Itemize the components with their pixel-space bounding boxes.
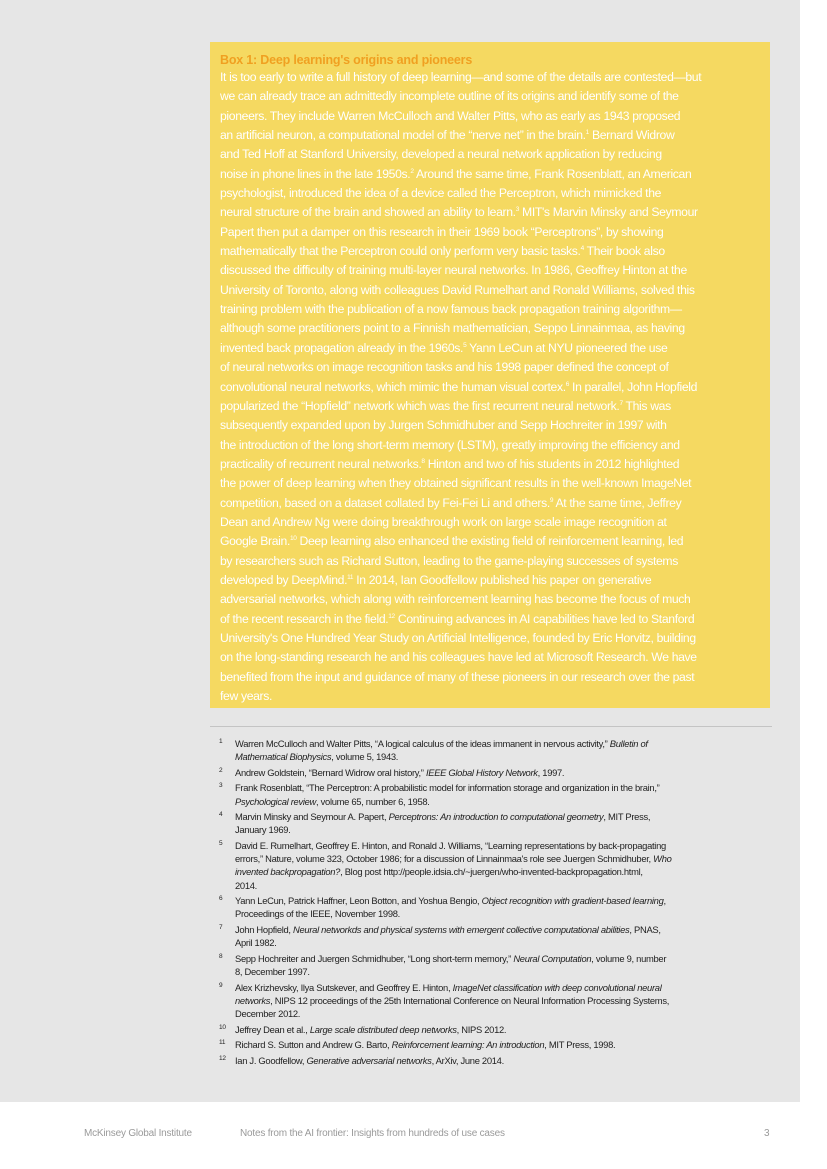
- citation-text: , NIPS 12 proceedings of the 25th International Conference on Neural Information Processing Systems,: [270, 994, 670, 1006]
- footnote-number: 2: [219, 766, 223, 774]
- footnote-number: 3: [219, 782, 223, 790]
- footnote-reference: 3: [515, 206, 519, 214]
- footnote-item: [219, 810, 775, 837]
- box-text-run: Continuing advances in AI capabilities have led to Stanford: [394, 611, 695, 626]
- footer-page-number: 3: [764, 1128, 770, 1139]
- footnote-number: 4: [219, 811, 223, 819]
- box-text-run: developed by DeepMind.: [220, 572, 348, 587]
- footnote-line: [235, 965, 775, 978]
- citation-text: Andrew Goldstein, “Bernard Widrow oral history,”: [235, 766, 426, 778]
- footnote-line: [235, 994, 775, 1007]
- box-text-run: mathematically that the Perceptron could only perform very basic tasks.: [220, 244, 581, 259]
- citation-text: Proceedings of the IEEE, November 1998.: [235, 908, 400, 920]
- box-body-line: [220, 281, 776, 300]
- box-body-line: [220, 668, 776, 687]
- box-text-run: we can already trace an admittedly incomplete outline of its origins and identify some of the: [220, 89, 679, 104]
- box-text-run: Deep learning also enhanced the existing field of reinforcement learning, led: [296, 534, 684, 549]
- box-body-line: [220, 261, 776, 280]
- box-body-line: [220, 242, 776, 261]
- box-body-line: [220, 610, 776, 629]
- citation-text: , volume 9, number: [591, 952, 667, 964]
- citation-title: Object recognition with gradient-based learning: [481, 895, 664, 907]
- box-text-run: discussed the difficulty of training multi-layer neural networks. In 1986, Geoffrey Hinton at the: [220, 263, 687, 278]
- footnote-reference: 4: [580, 245, 584, 253]
- citation-text: , ArXiv, June 2014.: [431, 1054, 504, 1066]
- box-text-run: Yann LeCun at NYU pioneered the use: [466, 340, 668, 355]
- footnote-item: [219, 1038, 775, 1051]
- citation-title: Psychological review: [235, 795, 317, 807]
- footnote-line: [235, 810, 775, 823]
- box-body-line: [220, 223, 776, 242]
- citation-title: IEEE Global History Network: [425, 766, 538, 778]
- citation-text: Jeffrey Dean et al.,: [235, 1023, 310, 1035]
- footnote-line: [235, 839, 775, 852]
- box-text-run: the introduction of the long short-term memory (LSTM), greatly improving the efficiency and: [220, 437, 680, 452]
- footnote-line: [235, 981, 775, 994]
- box-body-line: [220, 203, 776, 222]
- box-text-run: adversarial networks, which along with reinforcement learning has become the focus of much: [220, 592, 691, 607]
- footnote-line: [235, 894, 775, 907]
- footer-document-title: Notes from the AI frontier: Insights from hundreds of use cases: [240, 1128, 505, 1139]
- citation-text: Marvin Minsky and Seymour A. Papert,: [235, 811, 389, 823]
- citation-text: , volume 65, number 6, 1958.: [316, 795, 430, 807]
- box-body-line: [220, 87, 776, 106]
- box-text-run: Bernard Widrow: [588, 128, 675, 143]
- box-body-line: [220, 416, 776, 435]
- box-body-line: [220, 165, 776, 184]
- footnote-line: [235, 936, 775, 949]
- footnote-line: [235, 865, 775, 878]
- footnote-reference: 10: [289, 535, 297, 543]
- box-text-run: Hinton and two of his students in 2012 highlighted: [424, 456, 680, 471]
- footnote-reference: 5: [463, 341, 467, 349]
- citation-text: , volume 5, 1943.: [331, 751, 399, 763]
- footnote-text: [235, 1054, 775, 1067]
- box-body-line: [220, 629, 776, 648]
- footnote-line: [235, 795, 775, 808]
- box-text-run: Around the same time, Frank Rosenblatt, an American: [413, 166, 692, 181]
- footnote-line: [235, 1007, 775, 1020]
- footnote-item: [219, 781, 775, 808]
- citation-title: Generative adversarial networks: [306, 1054, 432, 1066]
- footnote-text: [235, 952, 775, 979]
- box-body-line: [220, 145, 776, 164]
- footnote-number: 1: [219, 738, 223, 745]
- box-body-line: [220, 494, 776, 513]
- box-body-text: [220, 68, 776, 706]
- citation-text: , MIT Press, 1998.: [544, 1039, 616, 1051]
- footnote-reference: 9: [549, 496, 554, 504]
- footnote-text: [235, 981, 775, 1021]
- citation-text: Frank Rosenblatt, “The Perceptron: A probabilistic model for information storage and organization in the brain,”: [235, 782, 660, 794]
- box-body-line: [220, 300, 776, 319]
- footnote-reference: 1: [585, 129, 589, 137]
- footnote-item: [219, 737, 775, 764]
- footnote-line: [235, 907, 775, 920]
- footnote-item: [219, 1023, 775, 1036]
- footnote-text: [235, 766, 775, 779]
- box-body-line: [220, 571, 776, 590]
- box-title: Box 1: Deep learning's origins and pioneers: [220, 53, 473, 67]
- citation-text: , Blog post http://people.idsia.ch/~juergen/who-invented-backpropagation.html,: [340, 866, 643, 878]
- citation-title: invented backpropagation?: [235, 866, 341, 878]
- citation-title: Neural networkds and physical systems with emergent collective computational abilities: [293, 924, 630, 936]
- box-body-line: [220, 68, 776, 87]
- box-body-line: [220, 358, 776, 377]
- box-text-run: This was: [622, 398, 671, 413]
- box-body-line: [220, 532, 776, 551]
- footnote-text: [235, 1023, 775, 1036]
- box-body-line: [220, 513, 776, 532]
- box-body-line: [220, 319, 776, 338]
- citation-text: Richard S. Sutton and Andrew G. Barto,: [235, 1039, 392, 1051]
- box-text-run: on the long-standing research he and his colleagues have led at Microsoft Research. We have: [220, 650, 697, 665]
- footnote-text: [235, 923, 775, 950]
- citation-text: Ian J. Goodfellow,: [235, 1054, 307, 1066]
- footnote-line: [235, 781, 775, 794]
- box-text-run: At the same time, Jeffrey: [553, 495, 682, 510]
- footnote-line: [235, 952, 775, 965]
- footnote-line: [235, 1054, 775, 1067]
- footnote-line: [235, 1038, 775, 1051]
- footnote-line: [235, 750, 775, 763]
- citation-title: ImageNet classification with deep convolutional neural: [452, 981, 662, 993]
- citation-text: Warren McCulloch and Walter Pitts, “A logical calculus of the ideas immanent in nervous activity,”: [235, 738, 610, 749]
- footnotes: [219, 737, 775, 1069]
- box-text-run: It is too early to write a full history of deep learning—and some of the details are contested—but: [220, 70, 702, 84]
- box-text-run: Their book also: [583, 244, 665, 259]
- citation-text: errors,” Nature, volume 323, October 1986; for a discussion of Linnainmaa's role see Juergen Schmidhuber,: [235, 853, 654, 865]
- footnote-line: [235, 823, 775, 836]
- footnote-line: [235, 766, 775, 779]
- footnote-reference: 11: [347, 573, 354, 581]
- box-text-run: psychologist, introduced the idea of a device called the Perceptron, which mimicked the: [220, 186, 662, 201]
- citation-text: , 1997.: [537, 766, 565, 778]
- box-body-line: [220, 378, 776, 397]
- footnote-item: [219, 981, 775, 1021]
- footnote-number: 10: [219, 1023, 226, 1031]
- box-text-run: an artificial neuron, a computational model of the “nerve net” in the brain.: [220, 128, 586, 143]
- footnote-reference: 6: [565, 380, 569, 388]
- footnote-reference: 12: [388, 612, 395, 620]
- citation-title: Perceptrons: An introduction to computational geometry: [388, 811, 604, 823]
- box-body-line: [220, 455, 776, 474]
- footnote-text: [235, 737, 775, 764]
- footnote-reference: 7: [619, 399, 623, 407]
- box-body-line: [220, 397, 776, 416]
- citation-title: networks: [235, 994, 271, 1006]
- footnote-item: [219, 766, 775, 779]
- box-text-run: neural structure of the brain and showed an ability to learn.: [220, 205, 516, 220]
- footnote-text: [235, 810, 775, 837]
- footnote-text: [235, 894, 775, 921]
- footnote-item: [219, 923, 775, 950]
- box-text-run: convolutional neural networks, which mimic the human visual cortex.: [220, 379, 566, 394]
- box-text-run: and Ted Hoff at Stanford University, developed a neural network application by reducing: [220, 147, 662, 162]
- footnote-item: [219, 894, 775, 921]
- citation-text: December 2012.: [235, 1008, 301, 1020]
- box-text-run: In 2014, Ian Goodfellow published his paper on generative: [353, 572, 652, 587]
- sidebar-box: [210, 42, 770, 708]
- citation-text: David E. Rumelhart, Geoffrey E. Hinton, and Ronald J. Williams, “Learning representations by back-propagating: [235, 839, 666, 851]
- footnote-item: [219, 839, 775, 892]
- footnote-text: [235, 1038, 775, 1051]
- box-body-line: [220, 436, 776, 455]
- footnote-number: 7: [219, 924, 223, 932]
- box-text-run: Papert then put a damper on this research in their 1969 book “Perceptrons”, by showing: [220, 224, 664, 239]
- footnote-number: 12: [219, 1054, 226, 1062]
- box-text-run: benefited from the input and guidance of many of these pioneers in our research over the past: [220, 669, 695, 684]
- box-body-line: [220, 648, 776, 667]
- citation-text: 2014.: [235, 879, 257, 891]
- footnote-divider: [210, 726, 772, 727]
- box-text-run: training problem with the publication of a now famous back propagation training algorithm—: [220, 302, 682, 317]
- box-body-line: [220, 474, 776, 493]
- box-text-run: pioneers. They include Warren McCulloch and Walter Pitts, who as early as 1943 proposed: [220, 108, 681, 123]
- box-body-line: [220, 552, 776, 571]
- footnote-item: [219, 1054, 775, 1067]
- citation-title: Who: [653, 853, 672, 865]
- footnote-reference: 2: [410, 167, 414, 175]
- citation-text: 8, December 1997.: [235, 966, 310, 978]
- footnote-number: 5: [219, 839, 223, 847]
- citation-title: Bulletin of: [609, 738, 648, 749]
- box-text-run: competition, based on a dataset collated by Fei-Fei Li and others.: [220, 495, 550, 510]
- footnote-line: [235, 852, 775, 865]
- footnote-number: 6: [219, 895, 223, 903]
- footnote-text: [235, 781, 775, 808]
- footnote-line: [235, 923, 775, 936]
- citation-text: John Hopfield,: [235, 924, 294, 936]
- footnote-number: 11: [219, 1039, 226, 1047]
- box-body-line: [220, 687, 776, 706]
- footnote-item: [219, 952, 775, 979]
- box-text-run: noise in phone lines in the late 1950s.: [220, 166, 411, 181]
- citation-text: April 1982.: [235, 937, 277, 949]
- citation-text: Yann LeCun, Patrick Haffner, Leon Botton, and Yoshua Bengio,: [235, 895, 482, 907]
- citation-text: , PNAS,: [629, 924, 661, 936]
- citation-text: , MIT Press,: [603, 811, 651, 823]
- box-text-run: University of Toronto, along with colleagues David Rumelhart and Ronald Williams, solved this: [220, 282, 695, 297]
- footnote-number: 8: [219, 952, 223, 960]
- citation-title: Neural Computation: [513, 952, 592, 964]
- box-text-run: subsequently expanded upon by Jurgen Schmidhuber and Sepp Hochreiter in 1997 with: [220, 418, 667, 433]
- box-text-run: of the recent research in the field.: [220, 611, 389, 626]
- box-text-run: Google Brain.: [220, 534, 290, 549]
- box-body-line: [220, 107, 776, 126]
- box-body-line: [220, 590, 776, 609]
- box-text-run: few years.: [220, 689, 273, 703]
- box-text-run: practicality of recurrent neural networks.: [220, 456, 422, 471]
- box-text-run: by researchers such as Richard Sutton, leading to the game-playing successes of systems: [220, 553, 678, 568]
- box-body-line: [220, 339, 776, 358]
- citation-title: Reinforcement learning: An introduction: [391, 1039, 545, 1051]
- citation-title: Mathematical Biophysics: [235, 751, 332, 763]
- citation-text: Sepp Hochreiter and Juergen Schmidhuber, “Long short-term memory,”: [235, 952, 514, 964]
- footnote-line: [235, 737, 775, 750]
- box-text-run: of neural networks on image recognition tasks and his 1998 paper defined the concept of: [220, 360, 669, 375]
- box-body-line: [220, 126, 776, 145]
- box-text-run: Dean and Andrew Ng were doing breakthrough work on large scale image recognition at: [220, 514, 667, 529]
- citation-text: January 1969.: [235, 824, 291, 836]
- citation-title: Large scale distributed deep networks: [309, 1023, 457, 1035]
- footnote-number: 9: [219, 981, 223, 989]
- footer-publisher: McKinsey Global Institute: [84, 1128, 192, 1139]
- citation-text: ,: [663, 895, 666, 907]
- footnote-line: [235, 1023, 775, 1036]
- box-text-run: invented back propagation already in the 1960s.: [220, 340, 464, 355]
- box-text-run: In parallel, John Hopfield: [569, 379, 698, 394]
- box-text-run: popularized the “Hopfield” network which was the first recurrent neural network.: [220, 398, 620, 413]
- box-text-run: MIT's Marvin Minsky and Seymour: [518, 205, 698, 220]
- citation-text: Alex Krizhevsky, Ilya Sutskever, and Geoffrey E. Hinton,: [235, 981, 453, 993]
- box-text-run: although some practitioners point to a Finnish mathematician, Seppo Linnainmaa, as having: [220, 321, 685, 336]
- box-text-run: University's One Hundred Year Study on Artificial Intelligence, founded by Eric Horvitz, building: [220, 630, 696, 645]
- footnote-line: [235, 879, 775, 892]
- footnote-reference: 8: [421, 457, 425, 465]
- box-text-run: the power of deep learning when they obtained significant results in the well-known ImageNet: [220, 476, 692, 491]
- footnote-text: [235, 839, 775, 892]
- citation-text: , NIPS 2012.: [456, 1023, 507, 1035]
- box-body-line: [220, 184, 776, 203]
